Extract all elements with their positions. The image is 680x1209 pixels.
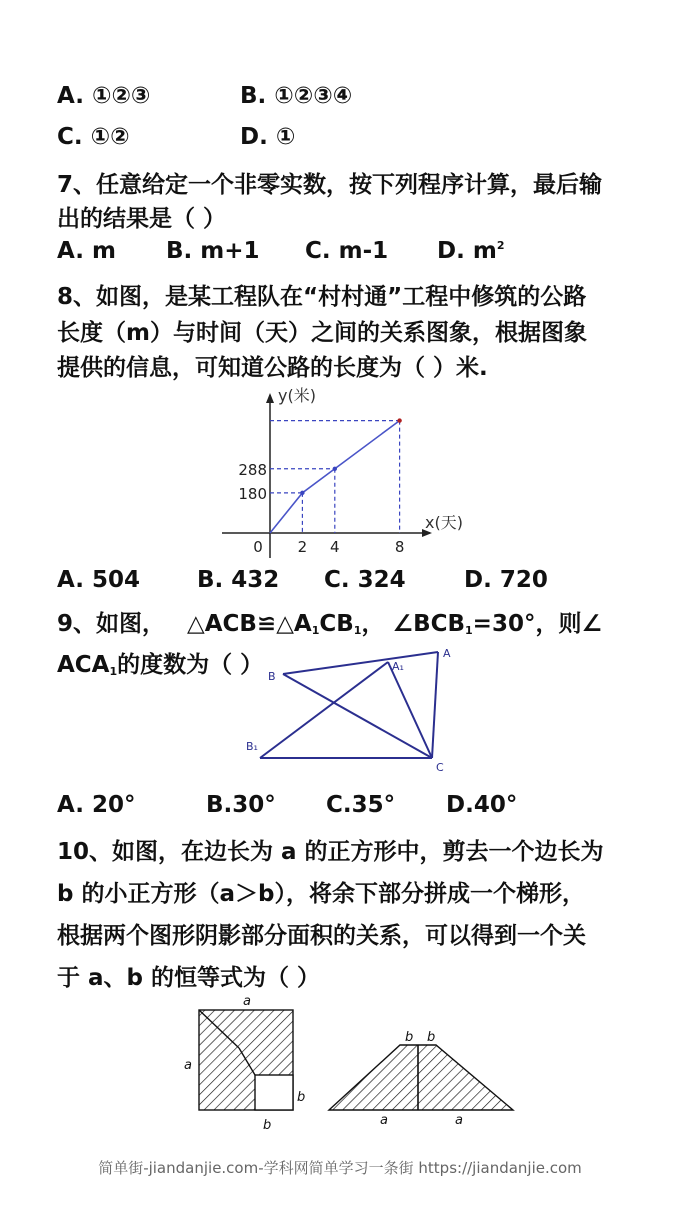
seg-B-C [283, 674, 432, 758]
q7-option-d-exponent: 2 [496, 239, 505, 252]
trapezoid [329, 1045, 513, 1110]
q6-option-a: A. ①②③ [57, 83, 151, 109]
q9-sub2: 1 [353, 624, 362, 637]
q9-sub1: 1 [311, 624, 320, 637]
q10-text-line4: 于 a、b 的恒等式为（ ） [57, 965, 321, 991]
q8-option-b: B. 432 [197, 567, 280, 593]
q9-angle-value: =30°，则∠ [472, 611, 603, 637]
q10-text-line2: b 的小正方形（a＞b），将余下部分拼成一个梯形， [57, 881, 585, 907]
q9-option-a: A. 20° [57, 792, 136, 818]
q7-option-d-label: D. m [437, 238, 497, 264]
q8-option-a: A. 504 [57, 567, 140, 593]
label-a-trap-right: a [455, 1113, 463, 1128]
label-b-bottom: b [263, 1118, 272, 1133]
label-a-left: a [184, 1058, 192, 1073]
q6-option-c: C. ①② [57, 124, 130, 150]
data-point-3 [397, 418, 401, 422]
seg-B-A [283, 652, 438, 674]
q6-option-b: B. ①②③④ [240, 83, 353, 109]
label-A1: A₁ [392, 660, 404, 673]
y-axis-arrow [266, 393, 274, 403]
y-axis-label: y(米) [278, 386, 316, 405]
x-axis-label: x(天) [425, 513, 463, 532]
seg-A1-C [388, 662, 432, 758]
seg-B1-A1 [260, 662, 388, 758]
q9-tri2: CB [319, 611, 354, 637]
q7-text-line2: 出的结果是（ ） [57, 206, 227, 232]
q9-tri1: △ACB≌△A [187, 611, 312, 637]
q8-option-d: D. 720 [464, 567, 548, 593]
label-a-trap-left: a [380, 1113, 388, 1128]
label-b-trap-right: b [427, 1030, 436, 1045]
q7-text-line1: 7、任意给定一个非零实数，按下列程序计算，最后输 [57, 172, 603, 198]
square-trapezoid-figure [175, 990, 525, 1135]
label-b-trap-left: b [405, 1030, 414, 1045]
label-C: C [436, 761, 444, 774]
q9-congruence [187, 611, 361, 637]
q7-option-a: A. m [57, 238, 116, 264]
q9-aca-sub: 1 [109, 665, 118, 678]
q10-text-line3: 根据两个图形阴影部分面积的关系，可以得到一个关 [57, 923, 586, 949]
q9-option-d: D.40° [446, 792, 518, 818]
q9-text-part1: 9、如图， [57, 611, 166, 637]
q7-option-b: B. m+1 [166, 238, 260, 264]
q9-option-b: B.30° [206, 792, 276, 818]
page-footer: 简单街-jiandanjie.com-学科网简单学习一条街 https://jiandanjie.com [98, 1159, 582, 1177]
q9-text-line1 [57, 605, 602, 638]
x-tick-label-8: 8 [394, 538, 405, 556]
q9-sub3: 1 [465, 624, 473, 637]
x-tick-label-2: 2 [297, 538, 308, 556]
q9-question: 的度数为（ ） [117, 652, 264, 678]
q8-text-line2: 长度（m）与时间（天）之间的关系图象，根据图象 [57, 320, 587, 346]
triangle-figure [240, 640, 460, 780]
q8-text-line3: 提供的信息，可知道公路的长度为（ ）米. [57, 355, 488, 381]
data-point-1 [300, 491, 304, 495]
q6-option-d: D. ① [240, 124, 296, 150]
q7-option-c: C. m-1 [305, 238, 389, 264]
y-tick-label-180: 180 [238, 484, 267, 503]
q9-text-line2 [57, 646, 263, 679]
x-tick-label-4: 4 [330, 538, 340, 556]
q9-angle: ， ∠BCB [361, 611, 466, 637]
x-tick-label-0: 0 [253, 538, 263, 556]
y-tick-label-288: 288 [238, 460, 267, 479]
q8-text-line1: 8、如图，是某工程队在“村村通”工程中修筑的公路 [57, 284, 587, 310]
q9-aca: ACA [57, 652, 110, 678]
label-B1: B₁ [246, 740, 258, 753]
label-b-right: b [297, 1090, 306, 1105]
q8-option-c: C. 324 [324, 567, 406, 593]
small-square-cutout [255, 1075, 293, 1110]
label-B: B [268, 670, 276, 683]
label-A: A [443, 647, 451, 660]
seg-A-C [432, 652, 438, 758]
q10-text-line1: 10、如图，在边长为 a 的正方形中，剪去一个边长为 [57, 839, 604, 865]
data-point-2 [333, 467, 337, 471]
q7-option-d [437, 238, 504, 264]
road-length-chart [215, 385, 490, 565]
q9-option-c: C.35° [326, 792, 396, 818]
label-a-top: a [243, 994, 251, 1009]
